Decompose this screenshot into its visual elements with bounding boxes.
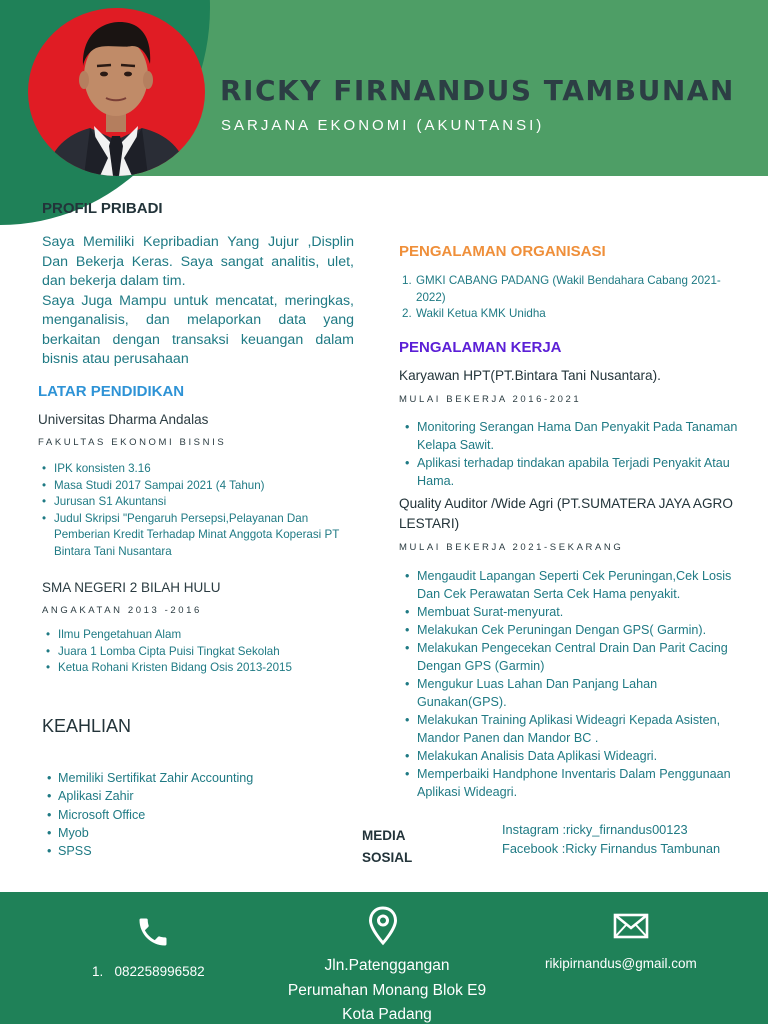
list-item: • Mengukur Luas Lahan Dan Panjang Lahan Gunakan(GPS). (403, 675, 743, 711)
university-faculty: FAKULTAS EKONOMI BISNIS (38, 437, 227, 448)
list-item: • Microsoft Office (44, 806, 344, 824)
school-period: ANGAKATAN 2013 -2016 (42, 605, 202, 616)
list-item: • IPK konsisten 3.16 (40, 461, 360, 478)
profile-text (42, 233, 354, 370)
organization-title: PENGALAMAN ORGANISASI (399, 243, 606, 260)
job-period: MULAI BEKERJA 2016-2021 (399, 394, 582, 405)
address-block (276, 954, 498, 1024)
list-item: • Masa Studi 2017 Sampai 2021 (4 Tahun) (40, 478, 360, 495)
applicant-degree: SARJANA EKONOMI (AKUNTANSI) (221, 117, 545, 134)
item-text: Wakil Ketua KMK Unidha (416, 307, 546, 320)
list-item: • Membuat Surat-menyurat. (403, 603, 743, 621)
list-item: • Monitoring Serangan Hama Dan Penyakit Pada Tanaman Kelapa Sawit. (403, 418, 743, 454)
instagram-handle: Instagram :ricky_firnandus00123 (502, 822, 688, 837)
list-item: • Jurusan S1 Akuntansi (40, 494, 360, 511)
portrait-photo (28, 8, 205, 176)
social-links (502, 820, 720, 858)
list-item: • Melakukan Training Aplikasi Wideagri Kepada Asisten, Mandor Panen dan Mandor BC . (403, 711, 743, 747)
university-list (40, 461, 360, 560)
profile-paragraph: Saya Juga Mampu untuk mencatat, meringkas, menganalisis, dan melaporkan data yang berkaitan dengan transaksi keuangan dalam bisnis atau perusahaan (42, 292, 354, 367)
item-number: 1. (402, 274, 412, 287)
list-item: • Judul Skripsi "Pengaruh Persepsi,Pelayanan Dan Pemberian Kredit Terhadap Minat Anggota Koperasi PT Bintara Tani Nusantara (40, 511, 360, 561)
list-item: • Memiliki Sertifikat Zahir Accounting (44, 769, 344, 787)
list-item: • Memperbaiki Handphone Inventaris Dalam Penggunaan Aplikasi Wideagri. (403, 765, 743, 801)
job-period: MULAI BEKERJA 2021-SEKARANG (399, 542, 624, 553)
skills-list (44, 769, 344, 860)
applicant-name: RICKY FIRNANDUS TAMBUNAN (220, 74, 735, 107)
location-pin-icon (368, 906, 398, 946)
list-item: • Juara 1 Lomba Cipta Puisi Tingkat Sekolah (44, 644, 294, 661)
job-duties-list (403, 418, 743, 490)
school-list (44, 627, 294, 677)
list-item (402, 306, 722, 323)
facebook-handle: Facebook :Ricky Firnandus Tambunan (502, 841, 721, 856)
address-line: Perumahan Monang Blok E9 (287, 981, 487, 999)
job-duties-list (403, 567, 743, 801)
list-item: • Melakukan Cek Peruningan Dengan GPS( Garmin). (403, 621, 743, 639)
social-media-label: MEDIA SOSIAL (362, 828, 413, 865)
phone-list-number: 1. (92, 964, 104, 979)
address-line: Kota Padang (342, 1006, 432, 1023)
item-text: GMKI CABANG PADANG (Wakil Bendahara Cabang 2021-2022) (416, 274, 721, 304)
list-item: • Ilmu Pengetahuan Alam (44, 627, 294, 644)
list-item: • Melakukan Pengecekan Central Drain Dan Parit Cacing Dengan GPS (Garmin) (403, 639, 743, 675)
job-title: Quality Auditor /Wide Agri (PT.SUMATERA JAYA AGRO LESTARI) (399, 496, 733, 531)
skills-title: KEAHLIAN (42, 716, 132, 736)
profile-title: PROFIL PRIBADI (42, 200, 163, 217)
list-item (402, 273, 722, 306)
job-title: Karyawan HPT(PT.Bintara Tani Nusantara). (399, 368, 661, 383)
university-name: Universitas Dharma Andalas (38, 412, 209, 427)
list-item: • Myob (44, 824, 344, 842)
list-item: • Ketua Rohani Kristen Bidang Osis 2013-2015 (44, 660, 294, 677)
school-name: SMA NEGERI 2 BILAH HULU (42, 580, 221, 595)
profile-paragraph: Saya Memiliki Kepribadian Yang Jujur ,Displin Dan Bekerja Keras. Saya sangat analitis, ulet, dan bekerja dalam tim. (42, 234, 354, 289)
list-item: • Mengaudit Lapangan Seperti Cek Peruningan,Cek Losis Dan Cek Perawatan Serta Cek Hama penyakit. (403, 567, 743, 603)
phone-contact (92, 964, 205, 979)
organization-list (402, 273, 722, 323)
mail-icon (613, 913, 649, 939)
education-title: LATAR PENDIDIKAN (38, 383, 185, 400)
email-address: rikipirnandus@gmail.com (545, 956, 697, 971)
work-title: PENGALAMAN KERJA (399, 339, 562, 356)
list-item: • SPSS (44, 842, 344, 860)
phone-number: 082258996582 (114, 964, 205, 979)
list-item: • Aplikasi terhadap tindakan apabila Terjadi Penyakit Atau Hama. (403, 454, 743, 490)
item-number: 2. (402, 307, 412, 320)
profile-photo (28, 8, 205, 176)
list-item: • Melakukan Analisis Data Aplikasi Wideagri. (403, 747, 743, 765)
address-line: Jln.Patenggangan (324, 957, 450, 974)
list-item: • Aplikasi Zahir (44, 787, 344, 805)
phone-icon (134, 914, 172, 950)
